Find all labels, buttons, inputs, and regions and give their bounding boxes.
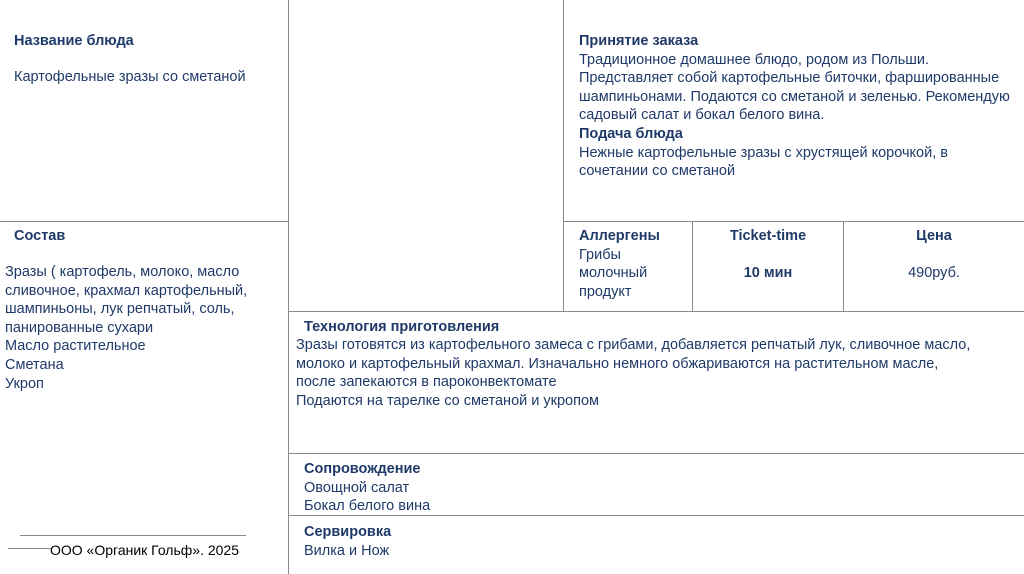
- divider: [288, 0, 289, 574]
- ticket-time-value: 10 мин: [743, 265, 793, 281]
- allergens-label: Аллергены: [579, 228, 660, 244]
- divider: [0, 221, 288, 222]
- dish-name-label: Название блюда: [14, 33, 134, 49]
- serving-label: Подача блюда: [579, 125, 683, 142]
- price-label: Цена: [916, 228, 952, 244]
- footer-copyright: ООО «Органик Гольф». 2025: [50, 542, 239, 558]
- allergen-line: молочный: [579, 265, 648, 282]
- composition-line: Зразы ( картофель, молоко, масло: [5, 264, 240, 280]
- accompaniment-label: Сопровождение: [304, 461, 421, 477]
- divider: [288, 453, 1024, 454]
- technology-line: Зразы готовятся из картофельного замеса с грибами, добавляется репчатый лук, сливочное масло,: [296, 337, 971, 353]
- composition-line: Укроп: [5, 375, 44, 392]
- ticket-time-label: Ticket-time: [729, 228, 807, 244]
- technology-text: [296, 336, 970, 410]
- composition-line: шампиньоны, лук репчатый, соль,: [5, 301, 235, 318]
- serving-text: Нежные картофельные зразы с хрустящей корочкой, в сочетании со сметаной: [579, 144, 948, 180]
- technology-line: молоко и картофельный крахмал. Изначально немного обжариваются на растительном масле,: [296, 355, 939, 372]
- divider: [288, 311, 1024, 312]
- order-label: Принятие заказа: [579, 33, 699, 49]
- divider: [563, 221, 1024, 222]
- serving-value: Вилка и Нож: [304, 542, 390, 559]
- accompaniment-line: Бокал белого вина: [304, 498, 431, 515]
- composition-line: Сметана: [5, 356, 64, 373]
- composition-line: Масло растительное: [5, 338, 146, 355]
- allergen-line: Грибы: [579, 246, 621, 263]
- footer-line: [8, 548, 52, 549]
- composition-line: панированные сухари: [5, 319, 154, 336]
- divider: [563, 0, 564, 311]
- allergens-cell: [579, 227, 660, 301]
- footer-line: [20, 535, 246, 536]
- composition-label: Состав: [14, 228, 66, 244]
- composition-list: [5, 263, 247, 393]
- allergen-line: продукт: [579, 283, 632, 300]
- technology-line: Подаются на тарелке со сметаной и укропом: [296, 392, 599, 409]
- technology-label: Технология приготовления: [304, 319, 500, 335]
- order-text: Традиционное домашнее блюдо, родом из Польши. Представляет собой картофельные биточки, фаршированные шампиньонами. Подаются со сметаной и зеленью. Рекомендую садовый салат и бокал белого вина.: [579, 51, 1010, 124]
- accompaniment-section: [304, 460, 430, 516]
- technology-line: после запекаются в пароконвектомате: [296, 374, 557, 391]
- serving-section: [304, 523, 391, 560]
- accompaniment-line: Овощной салат: [304, 479, 410, 496]
- serving-section-label: Сервировка: [304, 524, 392, 540]
- order-section: [579, 32, 1019, 181]
- price-value: 490руб.: [908, 265, 960, 281]
- composition-line: сливочное, крахмал картофельный,: [5, 282, 248, 299]
- dish-name-value: Картофельные зразы со сметаной: [14, 69, 246, 85]
